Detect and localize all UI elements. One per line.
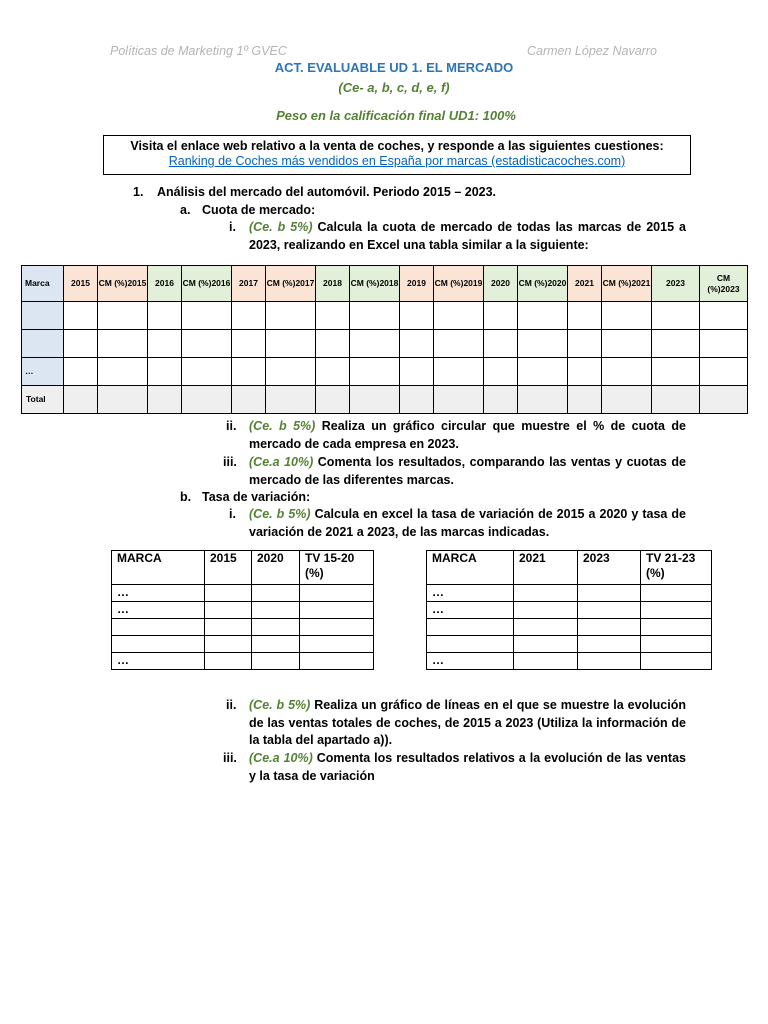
brand-cell [22,330,64,358]
brand-cell: … [427,585,514,602]
header-cell: MARCA [427,551,514,585]
ranking-link[interactable]: Ranking de Coches más vendidos en España por marcas (estadisticacoches.com) [168,154,626,168]
grade-weight: Peso en la calificación final UD1: 100% [276,108,516,123]
b-i-body: Calcula en excel la tasa de variación de 2015 a 2020 y tasa de variación de 2021 a 2023, de las marcas indicadas. [249,507,686,539]
header-author: Carmen López Navarro [527,44,657,58]
instructions-box [103,135,691,175]
table-header-row [112,551,374,585]
a-i-criterion: (Ce. b 5%) [249,220,313,234]
section1-heading: Análisis del mercado del automóvil. Periodo 2015 – 2023. [157,185,497,199]
table-row [427,653,712,670]
header-cell: CM (%)2021 [602,266,652,302]
table-row [112,636,374,653]
header-cell: 2015 [64,266,98,302]
table-row [22,330,748,358]
brand-cell [112,619,205,636]
page-title: ACT. EVALUABLE UD 1. EL MERCADO [274,60,514,75]
table-row [427,636,712,653]
table-row [427,602,712,619]
tv-table-2021-2023 [426,550,712,670]
header-cell: 2018 [316,266,350,302]
b-i-criterion: (Ce. b 5%) [249,507,311,521]
table-row [427,585,712,602]
header-course: Políticas de Marketing 1º GVEC [110,44,287,58]
table-row [112,602,374,619]
brand-cell: … [22,358,64,386]
brand-cell: … [427,602,514,619]
b-ii-text [249,697,686,750]
brand-cell: … [427,653,514,670]
header-cell: CM (%)2019 [434,266,484,302]
table-row [112,585,374,602]
header-cell: CM (%)2016 [182,266,232,302]
a-ii-number: ii. [226,419,237,433]
a-iii-criterion: (Ce.a 10%) [249,455,314,469]
header-cell: 2023 [652,266,700,302]
a-iii-number: iii. [223,455,237,469]
total-label: Total [22,386,64,414]
b-ii-number: ii. [226,698,237,712]
b-i-number: i. [229,507,236,521]
table-row [22,358,748,386]
sub-b-number: b. [180,490,192,504]
header-cell: CM (%)2020 [518,266,568,302]
a-iii-body: Comenta los resultados, comparando las ventas y cuotas de mercado de las diferentes marcas. [249,455,686,487]
b-iii-number: iii. [223,751,237,765]
header-cell: MARCA [112,551,205,585]
header-cell: 2021 [568,266,602,302]
table-header-row [22,266,748,302]
header-cell: 2019 [400,266,434,302]
brand-cell [112,636,205,653]
header-cell: 2017 [232,266,266,302]
b-ii-body: Realiza un gráfico de líneas en el que se muestre la evolución de las ventas totales de coches, de 2015 a 2023 (Utiliza la información de la tabla del apartado a)). [249,698,686,747]
b-iii-text [249,750,686,785]
brand-cell [427,619,514,636]
sub-a-heading: Cuota de mercado: [202,203,316,217]
b-iii-body: Comenta los resultados relativos a la evolución de las ventas y la tasa de variación [249,751,686,783]
table-row [112,653,374,670]
header-cell: 2020 [252,551,300,585]
table-header-row [427,551,712,585]
a-ii-body: Realiza un gráfico circular que muestre el % de cuota de mercado de cada empresa en 2023. [249,419,686,451]
brand-cell: … [112,602,205,619]
a-ii-text [249,418,686,453]
brand-cell: … [112,653,205,670]
table-row [427,619,712,636]
table-total-row [22,386,748,414]
brand-cell: … [112,585,205,602]
page-subtitle: (Ce- a, b, c, d, e, f) [338,80,450,95]
header-cell: 2021 [514,551,578,585]
a-i-number: i. [229,220,236,234]
header-cell: CM (%)2018 [350,266,400,302]
header-cell: 2016 [148,266,182,302]
b-iii-criterion: (Ce.a 10%) [249,751,313,765]
brand-cell [427,636,514,653]
section1-number: 1. [133,185,144,199]
brand-cell [22,302,64,330]
table-row [22,302,748,330]
header-cell: 2023 [578,551,641,585]
sub-a-number: a. [180,203,191,217]
table-row [112,619,374,636]
header-cell: 2020 [484,266,518,302]
sub-b-heading: Tasa de variación: [202,490,311,504]
header-cell: TV 21-23 (%) [641,551,712,585]
tv-table-2015-2020 [111,550,374,670]
a-iii-text [249,454,686,489]
header-cell: CM (%)2015 [98,266,148,302]
header-cell: CM (%)2017 [266,266,316,302]
header-cell: CM (%)2023 [700,266,748,302]
market-share-table [21,265,748,414]
a-ii-criterion: (Ce. b 5%) [249,419,316,433]
header-cell: Marca [22,266,64,302]
a-i-text [249,219,686,254]
instructions-text: Visita el enlace web relativo a la venta de coches, y responde a las siguientes cuestiones: [130,139,664,153]
header-cell: TV 15-20 (%) [300,551,374,585]
a-i-body: Calcula la cuota de mercado de todas las marcas de 2015 a 2023, realizando en Excel una tabla similar a la siguiente: [249,220,687,252]
header-cell: 2015 [205,551,252,585]
b-i-text [249,506,686,541]
b-ii-criterion: (Ce. b 5%) [249,698,311,712]
